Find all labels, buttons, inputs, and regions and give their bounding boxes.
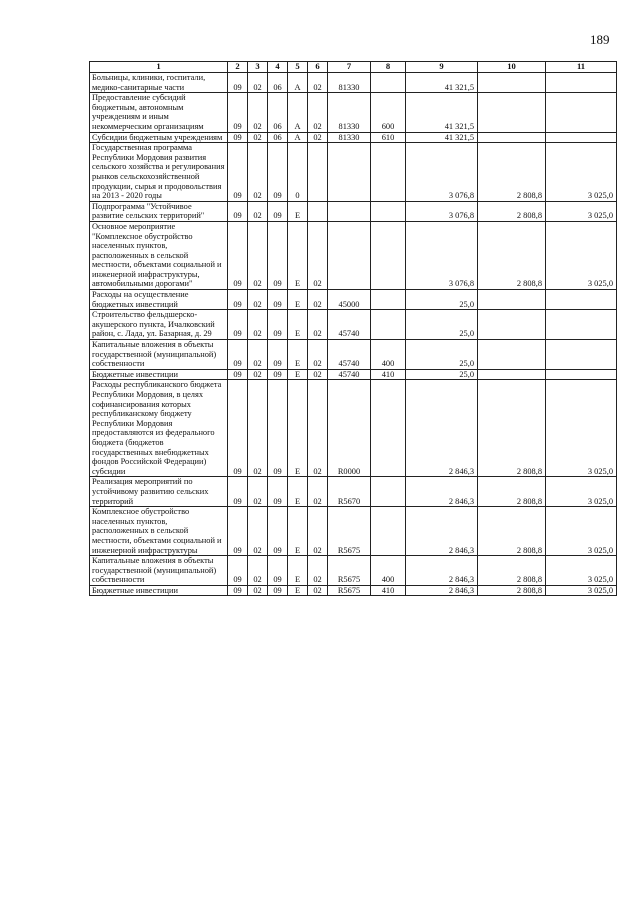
expense-type-code [371, 310, 406, 340]
amount-year-2: 2 808,8 [478, 507, 546, 556]
table-row [90, 221, 617, 289]
amount-year-2: 2 808,8 [478, 585, 546, 596]
program-code: 09 [268, 507, 288, 556]
expense-type-code: 410 [371, 369, 406, 380]
column-header: 2 [228, 62, 248, 73]
section-code: 09 [228, 369, 248, 380]
amount-year-2 [478, 340, 546, 370]
expense-type-code: 400 [371, 556, 406, 586]
section-code: 09 [228, 310, 248, 340]
event-code: 02 [308, 221, 328, 289]
expense-type-code [371, 221, 406, 289]
row-name: Комплексное обустройство населенных пунктов, расположенных в сельской местности, объектами социальной и инженерной инфраструктуры [90, 507, 228, 556]
direction-code [328, 201, 371, 221]
subprogram-code: Е [288, 585, 308, 596]
subsection-code: 02 [248, 556, 268, 586]
event-code [308, 201, 328, 221]
event-code: 02 [308, 93, 328, 132]
event-code: 02 [308, 310, 328, 340]
expense-type-code: 600 [371, 93, 406, 132]
table-row [90, 143, 617, 202]
program-code: 09 [268, 380, 288, 477]
table-row [90, 132, 617, 143]
amount-year-1: 2 846,3 [406, 507, 478, 556]
amount-year-2: 2 808,8 [478, 143, 546, 202]
table-row [90, 73, 617, 93]
subsection-code: 02 [248, 132, 268, 143]
direction-code: 45000 [328, 290, 371, 310]
amount-year-3 [546, 340, 617, 370]
amount-year-2 [478, 93, 546, 132]
amount-year-3: 3 025,0 [546, 221, 617, 289]
row-name: Строительство фельдшерско-акушерского пункта, Ичалковский район, с. Лада, ул. Базарная, д. 29 [90, 310, 228, 340]
row-name: Подпрограмма "Устойчивое развитие сельских территорий" [90, 201, 228, 221]
amount-year-2 [478, 310, 546, 340]
section-code: 09 [228, 143, 248, 202]
table-row [90, 93, 617, 132]
table-row [90, 556, 617, 586]
subprogram-code: Е [288, 221, 308, 289]
column-header: 11 [546, 62, 617, 73]
subprogram-code: Е [288, 477, 308, 507]
expense-type-code: 610 [371, 132, 406, 143]
program-code: 09 [268, 369, 288, 380]
program-code: 06 [268, 132, 288, 143]
program-code: 09 [268, 556, 288, 586]
direction-code [328, 221, 371, 289]
event-code: 02 [308, 369, 328, 380]
amount-year-3 [546, 369, 617, 380]
column-header: 7 [328, 62, 371, 73]
direction-code: 45740 [328, 310, 371, 340]
table-row [90, 310, 617, 340]
expense-type-code: 400 [371, 340, 406, 370]
program-code: 09 [268, 585, 288, 596]
amount-year-3: 3 025,0 [546, 143, 617, 202]
subprogram-code: А [288, 73, 308, 93]
page-number: 189 [590, 32, 610, 47]
direction-code: 81330 [328, 93, 371, 132]
row-name: Бюджетные инвестиции [90, 585, 228, 596]
table-row [90, 585, 617, 596]
table-row [90, 477, 617, 507]
subsection-code: 02 [248, 310, 268, 340]
amount-year-3 [546, 93, 617, 132]
section-code: 09 [228, 290, 248, 310]
amount-year-1: 25,0 [406, 310, 478, 340]
subsection-code: 02 [248, 143, 268, 202]
section-code: 09 [228, 201, 248, 221]
table-row [90, 369, 617, 380]
table-row [90, 380, 617, 477]
subprogram-code: А [288, 93, 308, 132]
amount-year-2: 2 808,8 [478, 477, 546, 507]
amount-year-2: 2 808,8 [478, 221, 546, 289]
expense-type-code [371, 290, 406, 310]
row-name: Расходы республиканского бюджета Республики Мордовия, в целях софинансирования которых республиканскому бюджету Республики Мордовия предоставляются из федерального бюджета (бюджетов государственных внебюджетных фондов Российской Федерации) субсидии [90, 380, 228, 477]
table-row [90, 201, 617, 221]
subsection-code: 02 [248, 380, 268, 477]
subprogram-code: Е [288, 340, 308, 370]
subprogram-code: Е [288, 369, 308, 380]
event-code: 02 [308, 585, 328, 596]
section-code: 09 [228, 221, 248, 289]
expense-type-code: 410 [371, 585, 406, 596]
section-code: 09 [228, 556, 248, 586]
subsection-code: 02 [248, 477, 268, 507]
direction-code: R5670 [328, 477, 371, 507]
column-header: 6 [308, 62, 328, 73]
expense-type-code [371, 380, 406, 477]
amount-year-2 [478, 73, 546, 93]
column-header: 8 [371, 62, 406, 73]
subsection-code: 02 [248, 507, 268, 556]
program-code: 09 [268, 201, 288, 221]
event-code: 02 [308, 290, 328, 310]
direction-code [328, 143, 371, 202]
subsection-code: 02 [248, 340, 268, 370]
event-code: 02 [308, 340, 328, 370]
direction-code: R5675 [328, 507, 371, 556]
direction-code: 81330 [328, 132, 371, 143]
row-name: Больницы, клиники, госпитали, медико-санитарные части [90, 73, 228, 93]
program-code: 09 [268, 477, 288, 507]
amount-year-2: 2 808,8 [478, 380, 546, 477]
subprogram-code: А [288, 132, 308, 143]
subsection-code: 02 [248, 585, 268, 596]
column-header: 9 [406, 62, 478, 73]
expense-type-code [371, 201, 406, 221]
amount-year-1: 3 076,8 [406, 201, 478, 221]
amount-year-1: 41 321,5 [406, 73, 478, 93]
amount-year-1: 25,0 [406, 369, 478, 380]
event-code: 02 [308, 132, 328, 143]
row-name: Расходы на осуществление бюджетных инвестиций [90, 290, 228, 310]
subsection-code: 02 [248, 290, 268, 310]
expense-type-code [371, 143, 406, 202]
amount-year-3: 3 025,0 [546, 585, 617, 596]
amount-year-1: 3 076,8 [406, 221, 478, 289]
program-code: 06 [268, 73, 288, 93]
row-name: Субсидии бюджетным учреждениям [90, 132, 228, 143]
amount-year-1: 41 321,5 [406, 132, 478, 143]
amount-year-1: 25,0 [406, 340, 478, 370]
section-code: 09 [228, 73, 248, 93]
amount-year-2 [478, 132, 546, 143]
subsection-code: 02 [248, 201, 268, 221]
direction-code: 45740 [328, 340, 371, 370]
section-code: 09 [228, 380, 248, 477]
column-header: 10 [478, 62, 546, 73]
row-name: Капитальные вложения в объекты государственной (муниципальной) собственности [90, 340, 228, 370]
table-body [90, 73, 617, 596]
subprogram-code: Е [288, 380, 308, 477]
section-code: 09 [228, 93, 248, 132]
direction-code: R5675 [328, 556, 371, 586]
amount-year-1: 2 846,3 [406, 556, 478, 586]
budget-table [89, 61, 617, 596]
program-code: 09 [268, 221, 288, 289]
row-name: Капитальные вложения в объекты государственной (муниципальной) собственности [90, 556, 228, 586]
program-code: 09 [268, 290, 288, 310]
subprogram-code: Е [288, 310, 308, 340]
event-code [308, 143, 328, 202]
column-header: 1 [90, 62, 228, 73]
table-row [90, 507, 617, 556]
amount-year-2 [478, 290, 546, 310]
amount-year-1: 2 846,3 [406, 380, 478, 477]
expense-type-code [371, 507, 406, 556]
column-header: 3 [248, 62, 268, 73]
amount-year-1: 3 076,8 [406, 143, 478, 202]
subsection-code: 02 [248, 221, 268, 289]
table-row [90, 290, 617, 310]
program-code: 09 [268, 143, 288, 202]
amount-year-3 [546, 73, 617, 93]
section-code: 09 [228, 585, 248, 596]
row-name: Реализация мероприятий по устойчивому развитию сельских территорий [90, 477, 228, 507]
section-code: 09 [228, 340, 248, 370]
subsection-code: 02 [248, 93, 268, 132]
amount-year-3 [546, 132, 617, 143]
amount-year-3: 3 025,0 [546, 556, 617, 586]
amount-year-3: 3 025,0 [546, 507, 617, 556]
section-code: 09 [228, 477, 248, 507]
table-row [90, 340, 617, 370]
program-code: 09 [268, 310, 288, 340]
event-code: 02 [308, 556, 328, 586]
table-header-row [90, 62, 617, 73]
subprogram-code: 0 [288, 143, 308, 202]
direction-code: 45740 [328, 369, 371, 380]
section-code: 09 [228, 507, 248, 556]
program-code: 09 [268, 340, 288, 370]
event-code: 02 [308, 507, 328, 556]
event-code: 02 [308, 380, 328, 477]
event-code: 02 [308, 73, 328, 93]
amount-year-2: 2 808,8 [478, 556, 546, 586]
event-code: 02 [308, 477, 328, 507]
column-header: 5 [288, 62, 308, 73]
amount-year-1: 2 846,3 [406, 585, 478, 596]
program-code: 06 [268, 93, 288, 132]
subprogram-code: Е [288, 507, 308, 556]
direction-code: 81330 [328, 73, 371, 93]
direction-code: R0000 [328, 380, 371, 477]
amount-year-1: 25,0 [406, 290, 478, 310]
amount-year-3: 3 025,0 [546, 380, 617, 477]
amount-year-1: 41 321,5 [406, 93, 478, 132]
subsection-code: 02 [248, 369, 268, 380]
expense-type-code [371, 477, 406, 507]
amount-year-2 [478, 369, 546, 380]
subprogram-code: Е [288, 201, 308, 221]
row-name: Основное мероприятие "Комплексное обустройство населенных пунктов, расположенных в сельской местности, объектами социальной и инженерной инфраструктуры, автомобильными дорогами" [90, 221, 228, 289]
subprogram-code: Е [288, 556, 308, 586]
amount-year-3: 3 025,0 [546, 477, 617, 507]
subsection-code: 02 [248, 73, 268, 93]
direction-code: R5675 [328, 585, 371, 596]
column-header: 4 [268, 62, 288, 73]
amount-year-3 [546, 290, 617, 310]
amount-year-3 [546, 310, 617, 340]
amount-year-2: 2 808,8 [478, 201, 546, 221]
row-name: Государственная программа Республики Мордовия развития сельского хозяйства и регулирования рынков сельскохозяйственной продукции, сырья и продовольствия на 2013 - 2020 годы [90, 143, 228, 202]
subprogram-code: Е [288, 290, 308, 310]
row-name: Предоставление субсидий бюджетным, автономным учреждениям и иным некоммерческим организациям [90, 93, 228, 132]
expense-type-code [371, 73, 406, 93]
section-code: 09 [228, 132, 248, 143]
amount-year-3: 3 025,0 [546, 201, 617, 221]
amount-year-1: 2 846,3 [406, 477, 478, 507]
row-name: Бюджетные инвестиции [90, 369, 228, 380]
